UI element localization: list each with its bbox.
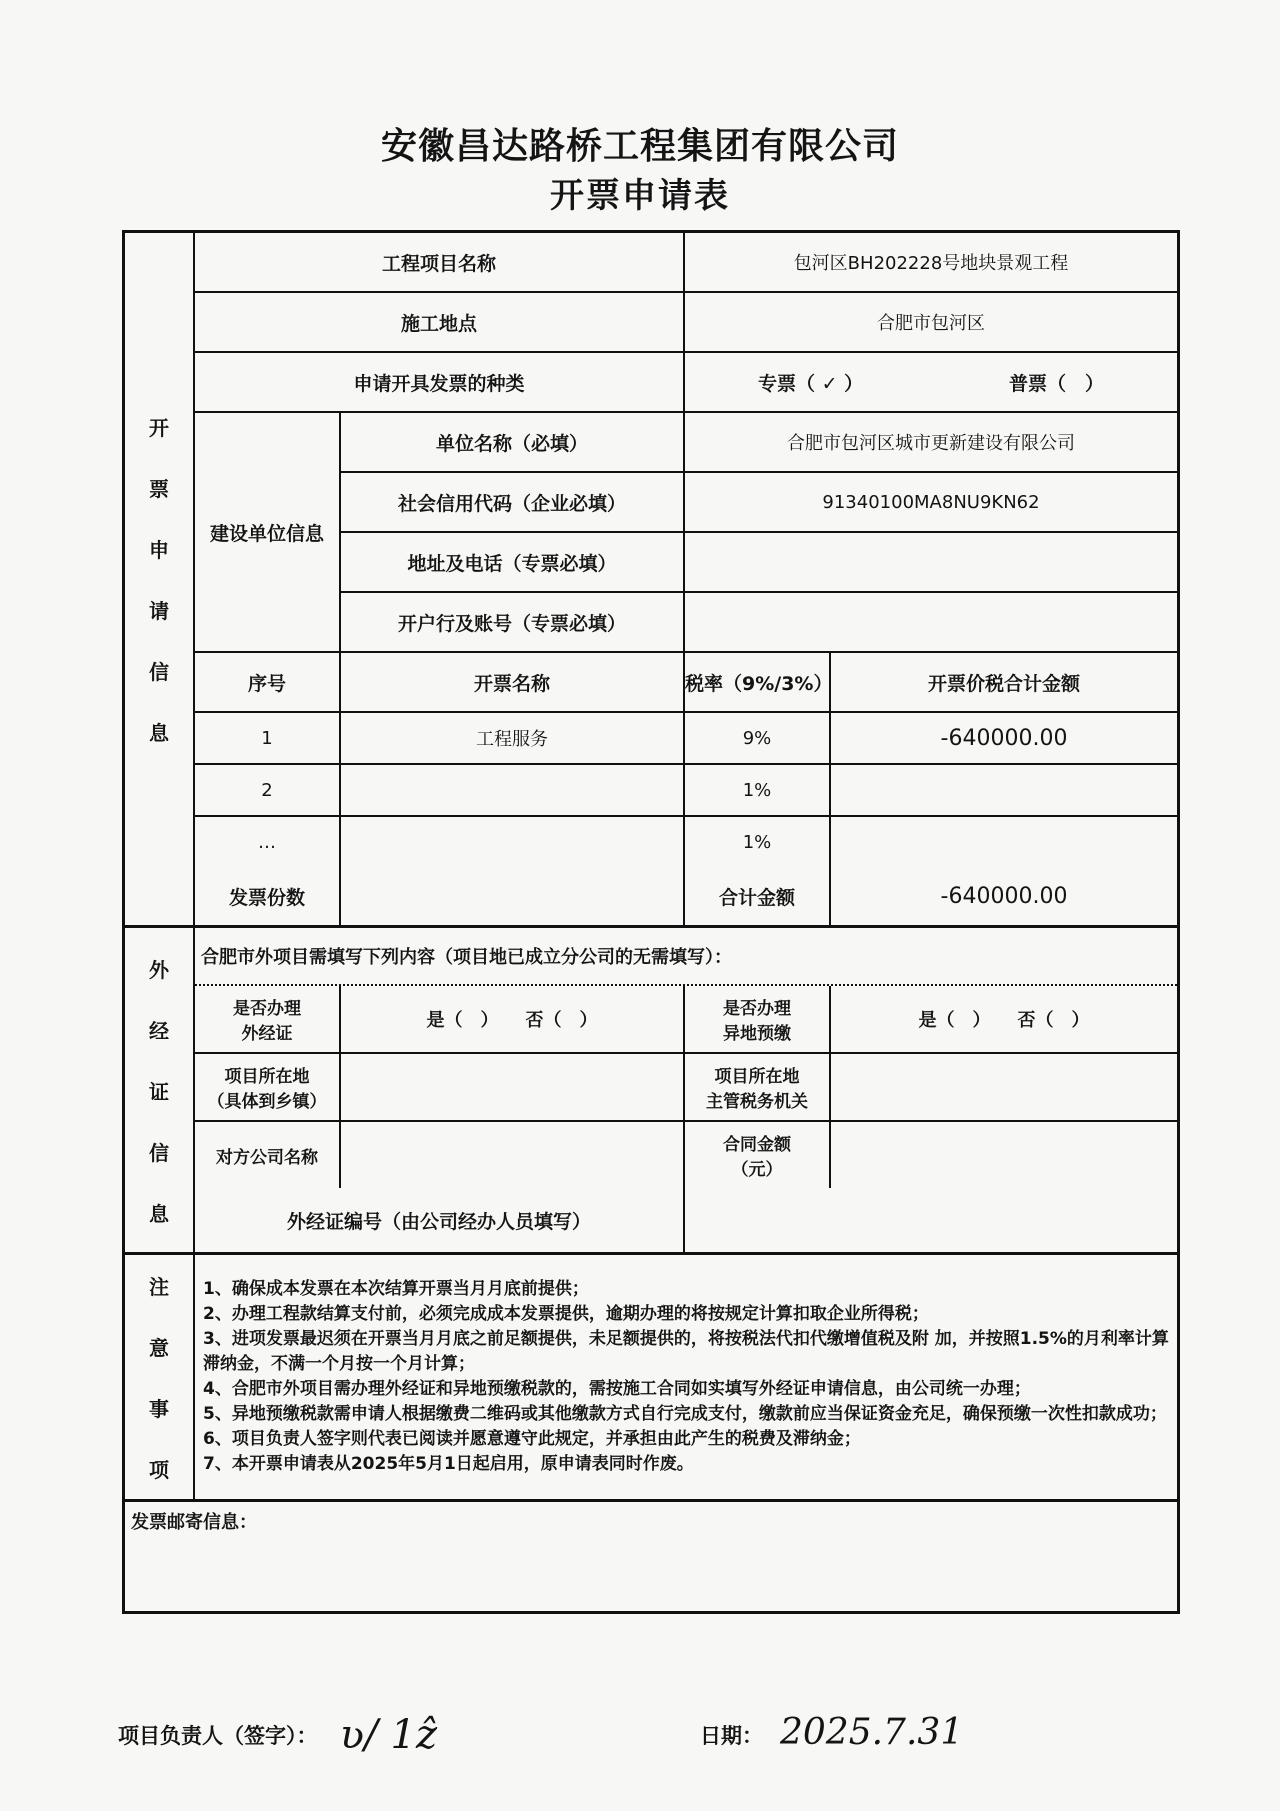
- items-header-row: [195, 653, 1177, 713]
- builder-field-label: 社会信用代码（企业必填）: [341, 473, 685, 531]
- invoice-count-value[interactable]: [341, 867, 685, 925]
- section-label-invoice-info: [125, 233, 195, 925]
- item-amount[interactable]: -640000.00: [940, 725, 1068, 751]
- builder-info-label: 建设单位信息: [195, 413, 341, 651]
- invoice-type-label: 申请开具发票的种类: [195, 353, 685, 411]
- notes-section: [125, 1255, 1177, 1502]
- item-name[interactable]: [341, 765, 685, 815]
- builder-row: [341, 473, 1177, 533]
- section-label-notes: [125, 1255, 195, 1499]
- item-name[interactable]: 工程服务: [341, 713, 685, 763]
- vertical-char: 意: [149, 1336, 169, 1360]
- company-name: 安徽昌达路桥工程集团有限公司: [380, 126, 899, 167]
- date-label: 日期：: [700, 1724, 763, 1748]
- signer-label: 项目负责人（签字）：: [118, 1724, 318, 1748]
- foreign-cert-row: [195, 1122, 1177, 1188]
- site-label: 施工地点: [195, 293, 685, 351]
- site-row: [195, 293, 1177, 353]
- mailing-info-label: 发票邮寄信息：: [131, 1512, 257, 1533]
- builder-field-value[interactable]: [685, 593, 1177, 651]
- note-item: 7、本开票申请表从2025年5月1日起启用，原申请表同时作废。: [203, 1454, 694, 1474]
- vertical-char: 申: [149, 538, 169, 562]
- invoice-application-form: [122, 230, 1180, 1614]
- builder-info-block: [195, 413, 1177, 653]
- total-amount-label: 合计金额: [685, 867, 831, 925]
- total-row: [195, 867, 1177, 925]
- vertical-char: 事: [149, 1397, 169, 1421]
- vertical-char: 请: [149, 599, 169, 623]
- vertical-char: 证: [149, 1079, 169, 1104]
- vertical-char: 经: [149, 1018, 169, 1043]
- date-value: 2025.7.31: [780, 1712, 964, 1753]
- items-header-cell: 开票价税合计金额: [927, 672, 1080, 695]
- foreign-field-value[interactable]: [831, 1122, 1177, 1188]
- item-amount[interactable]: [831, 817, 1177, 867]
- signature: ʋ/ 1ẑ: [340, 1712, 438, 1758]
- note-item: 1、确保成本发票在本次结算开票当月月底前提供；: [203, 1279, 589, 1299]
- foreign-field-label: 对方公司名称: [195, 1122, 341, 1188]
- item-no: 2: [195, 765, 341, 815]
- item-rate[interactable]: 1%: [685, 765, 831, 815]
- invoice-count-label: 发票份数: [195, 867, 341, 925]
- builder-field-value[interactable]: 合肥市包河区城市更新建设有限公司: [787, 433, 1075, 454]
- invoice-type-row: [195, 353, 1177, 413]
- foreign-field-value[interactable]: 是（ ） 否（ ）: [918, 1010, 1090, 1031]
- foreign-field-value[interactable]: [341, 1122, 685, 1188]
- foreign-field-value[interactable]: 是（ ） 否（ ）: [341, 986, 685, 1052]
- foreign-cert-intro: 合肥市外项目需填写下列内容（项目地已成立分公司的无需填写）：: [201, 947, 732, 968]
- total-amount-value[interactable]: -640000.00: [940, 883, 1068, 909]
- builder-row: [341, 533, 1177, 593]
- items-header-cell: 开票名称: [341, 653, 685, 711]
- item-rate[interactable]: 9%: [685, 713, 831, 763]
- foreign-field-label: 项目所在地 主管税务机关: [685, 1054, 831, 1120]
- item-row: [195, 713, 1177, 765]
- builder-field-value[interactable]: 91340100MA8NU9KN62: [822, 491, 1040, 513]
- foreign-cert-row: [195, 1054, 1177, 1122]
- vertical-char: 注: [149, 1275, 169, 1299]
- foreign-field-label: 是否办理 异地预缴: [685, 986, 831, 1052]
- foreign-field-label: 合同金额 （元）: [685, 1122, 831, 1188]
- foreign-cert-section: [125, 928, 1177, 1255]
- cert-number-label: 外经证编号（由公司经办人员填写）: [195, 1188, 685, 1252]
- section-label-foreign-cert: [125, 928, 195, 1252]
- item-row: [195, 765, 1177, 817]
- vertical-char: 票: [149, 477, 169, 501]
- item-rate[interactable]: 1%: [685, 817, 831, 867]
- items-header-cell: 序号: [195, 653, 341, 711]
- item-row: [195, 817, 1177, 867]
- foreign-field-label: 是否办理 外经证: [195, 986, 341, 1052]
- note-item: 2、办理工程款结算支付前，必须完成成本发票提供，逾期办理的将按规定计算扣取企业所得税；: [203, 1304, 929, 1324]
- cert-number-row: [195, 1188, 1177, 1252]
- notes-list: [195, 1255, 1177, 1499]
- project-name-value[interactable]: 包河区BH202228号地块景观工程: [793, 253, 1069, 274]
- project-name-label: 工程项目名称: [195, 233, 685, 291]
- note-item: 5、异地预缴税款需申请人根据缴费二维码或其他缴款方式自行完成支付，缴款前应当保证资金充足，确保预缴一次性扣款成功；: [203, 1404, 1167, 1424]
- vertical-char: 息: [149, 1201, 169, 1226]
- builder-field-value[interactable]: [685, 533, 1177, 591]
- items-header-cell: 税率（9%/3%）: [685, 653, 831, 711]
- item-amount[interactable]: [831, 765, 1177, 815]
- special-invoice-checkbox[interactable]: 专票（ ✓ ）: [757, 372, 864, 395]
- cert-number-value[interactable]: [685, 1188, 1177, 1252]
- vertical-char: 项: [149, 1458, 169, 1482]
- vertical-char: 外: [149, 957, 169, 982]
- builder-row: [341, 593, 1177, 651]
- vertical-char: 信: [149, 1140, 169, 1165]
- project-name-row: [195, 233, 1177, 293]
- foreign-field-label: 项目所在地 （具体到乡镇）: [195, 1054, 341, 1120]
- foreign-field-value[interactable]: [341, 1054, 685, 1120]
- note-item: 4、合肥市外项目需办理外经证和异地预缴税款的，需按施工合同如实填写外经证申请信息，由公司统一办理；: [203, 1379, 1031, 1399]
- item-name[interactable]: [341, 817, 685, 867]
- site-value[interactable]: 合肥市包河区: [877, 313, 985, 334]
- foreign-cert-row: [195, 986, 1177, 1054]
- form-title: 开票申请表: [550, 176, 730, 216]
- vertical-char: 开: [149, 416, 169, 440]
- invoice-info-section: [125, 233, 1177, 928]
- builder-field-label: 开户行及账号（专票必填）: [341, 593, 685, 651]
- mailing-info[interactable]: [125, 1502, 1177, 1614]
- builder-field-label: 地址及电话（专票必填）: [341, 533, 685, 591]
- item-no: …: [195, 817, 341, 867]
- item-no: 1: [195, 713, 341, 763]
- note-item: 6、项目负责人签字则代表已阅读并愿意遵守此规定，并承担由此产生的税费及滞纳金；: [203, 1429, 861, 1449]
- builder-row: [341, 413, 1177, 473]
- vertical-char: 息: [149, 721, 169, 745]
- foreign-field-value[interactable]: [831, 1054, 1177, 1120]
- note-item: 3、进项发票最迟须在开票当月月底之前足额提供，未足额提供的，将按税法代扣代缴增值税及附 加，并按照1.5%的月利率计算滞纳金，不满一个月按一个月计算；: [203, 1329, 1169, 1374]
- builder-field-label: 单位名称（必填）: [341, 413, 685, 471]
- vertical-char: 信: [149, 660, 169, 684]
- normal-invoice-checkbox[interactable]: 普票（ ）: [1009, 372, 1105, 395]
